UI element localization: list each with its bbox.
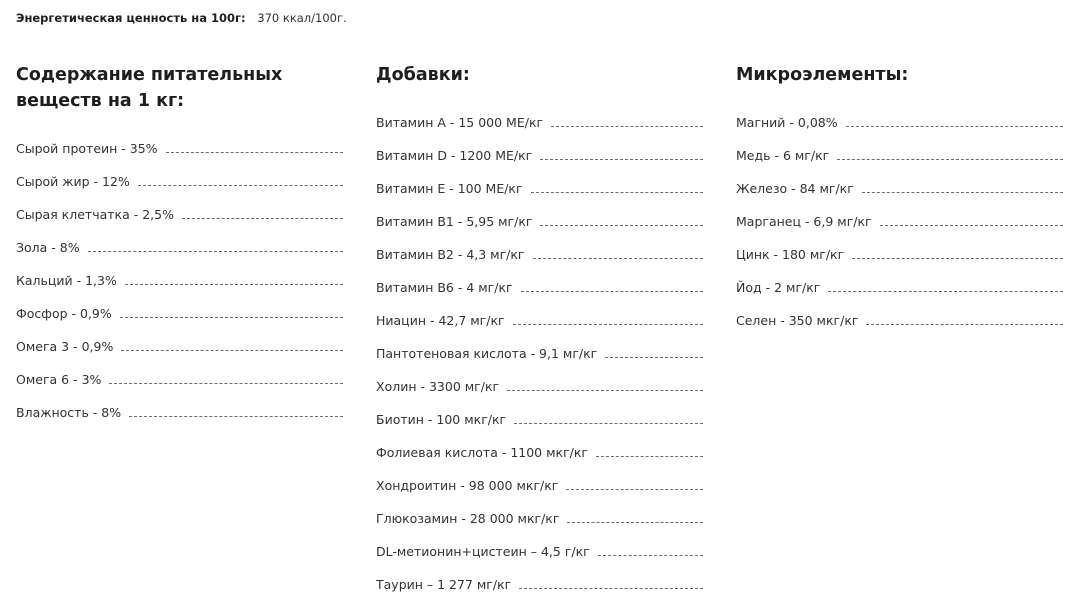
dotted-leader [121,350,343,351]
list-item [376,469,703,502]
list-item [16,396,343,429]
list-item [736,304,1063,337]
energy-value-line [16,11,347,25]
dotted-leader [514,423,703,424]
list-item [16,297,343,330]
list-item-text: Селен - 350 мкг/кг [736,313,859,328]
list-item [736,139,1063,172]
dotted-leader [837,159,1063,160]
dotted-leader [596,456,703,457]
dotted-leader [852,258,1063,259]
nutrients-title: Содержание питательных веществ на 1 кг: [16,65,283,111]
list-item [376,337,703,370]
additives-title: Добавки: [376,65,470,85]
list-item [376,271,703,304]
list-item-text: Медь - 6 мг/кг [736,148,830,163]
list-item-text: Сырая клетчатка - 2,5% [16,207,174,222]
list-item-text: Влажность - 8% [16,405,122,420]
list-item [736,238,1063,271]
list-item-text: Омега 6 - 3% [16,372,102,387]
list-item [376,370,703,403]
list-item-text: Йод - 2 мг/кг [736,280,821,295]
list-item-text: Глюкозамин - 28 000 мкг/кг [376,511,560,526]
dotted-leader [846,126,1063,127]
list-item [16,165,343,198]
dotted-leader [166,152,343,153]
energy-value: 370 ккал/100г. [257,11,347,25]
list-item-text: Ниацин - 42,7 мг/кг [376,313,505,328]
dotted-leader [862,192,1063,193]
list-item-text: Фолиевая кислота - 1100 мкг/кг [376,445,588,460]
dotted-leader [507,390,703,391]
list-item [376,436,703,469]
list-item-text: Пантотеновая кислота - 9,1 мг/кг [376,346,598,361]
list-item-text: Таурин – 1 277 мг/кг [376,577,512,592]
energy-label: Энергетическая ценность на 100г: [16,11,246,25]
microelements-title: Микроэлементы: [736,65,909,85]
list-item [16,231,343,264]
list-item [16,330,343,363]
list-item [376,238,703,271]
microelements-column [736,62,1063,337]
dotted-leader [519,588,703,589]
dotted-leader [88,251,343,252]
dotted-leader [551,126,703,127]
list-item [736,172,1063,205]
dotted-leader [533,258,703,259]
dotted-leader [540,225,703,226]
list-item-text: Сырой протеин - 35% [16,141,158,156]
list-item [16,198,343,231]
list-item [376,403,703,436]
list-item-text: Витамин В2 - 4,3 мг/кг [376,247,525,262]
list-item [376,139,703,172]
list-item [736,205,1063,238]
dotted-leader [120,317,343,318]
microelements-list [736,106,1063,337]
list-item [376,106,703,139]
dotted-leader [605,357,703,358]
list-item-text: Витамин D - 1200 МЕ/кг [376,148,533,163]
dotted-leader [531,192,703,193]
nutrients-list [16,132,343,429]
list-item [736,271,1063,304]
dotted-leader [129,416,343,417]
dotted-leader [182,218,343,219]
dotted-leader [138,185,343,186]
dotted-leader [828,291,1063,292]
list-item-text: Сырой жир - 12% [16,174,130,189]
dotted-leader [566,489,703,490]
list-item-text: Кальций - 1,3% [16,273,117,288]
list-item-text: Марганец - 6,9 мг/кг [736,214,872,229]
list-item [376,172,703,205]
list-item-text: Магний - 0,08% [736,115,838,130]
list-item [376,502,703,535]
additives-list [376,106,703,601]
list-item-text: Фосфор - 0,9% [16,306,112,321]
list-item-text: Витамин А - 15 000 МЕ/кг [376,115,544,130]
additives-column [376,62,703,601]
list-item [376,568,703,601]
list-item [376,535,703,568]
list-item-text: Холин - 3300 мг/кг [376,379,500,394]
list-item-text: Витамин Е - 100 МЕ/кг [376,181,523,196]
list-item [376,205,703,238]
list-item [376,304,703,337]
list-item [16,264,343,297]
dotted-leader [598,555,703,556]
dotted-leader [880,225,1063,226]
list-item-text: Биотин - 100 мкг/кг [376,412,507,427]
dotted-leader [540,159,703,160]
list-item-text: Цинк - 180 мг/кг [736,247,845,262]
list-item-text: Хондроитин - 98 000 мкг/кг [376,478,559,493]
nutrients-column [16,62,343,429]
dotted-leader [109,383,343,384]
dotted-leader [567,522,703,523]
list-item-text: Железо - 84 мг/кг [736,181,854,196]
list-item-text: Витамин В6 - 4 мг/кг [376,280,513,295]
list-item [736,106,1063,139]
list-item-text: Витамин В1 - 5,95 мг/кг [376,214,533,229]
list-item [16,363,343,396]
list-item-text: Омега 3 - 0,9% [16,339,114,354]
list-item-text: DL-метионин+цистеин – 4,5 г/кг [376,544,590,559]
list-item [16,132,343,165]
list-item-text: Зола - 8% [16,240,80,255]
dotted-leader [521,291,703,292]
dotted-leader [125,284,343,285]
dotted-leader [513,324,703,325]
dotted-leader [866,324,1063,325]
